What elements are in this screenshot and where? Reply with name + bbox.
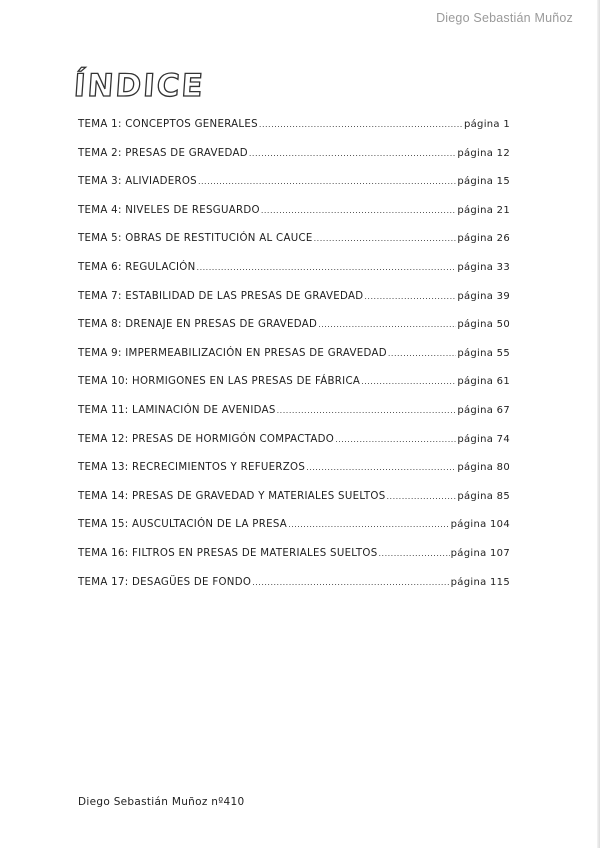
- toc-leader-dots: [335, 435, 456, 444]
- toc-item: [78, 348, 510, 377]
- toc-item-page: página 50: [457, 319, 510, 331]
- toc-item-label: TEMA 6: REGULACIÓN: [78, 261, 196, 273]
- toc-item: [78, 148, 510, 177]
- toc-item-label: TEMA 5: OBRAS DE RESTITUCIÓN AL CAUCE: [78, 233, 313, 245]
- toc-item: [78, 376, 510, 405]
- toc-leader-dots: [387, 492, 457, 501]
- toc-item-page: página 55: [457, 347, 510, 359]
- toc-item-label: TEMA 17: DESAGÜES DE FONDO: [78, 576, 252, 588]
- toc-item: [78, 119, 510, 148]
- toc-item-page: página 74: [457, 433, 510, 445]
- toc-item-label: TEMA 13: RECRECIMIENTOS Y REFUERZOS: [78, 462, 306, 474]
- toc-leader-dots: [252, 578, 449, 587]
- toc-item: [78, 462, 510, 491]
- toc-item-label: TEMA 15: AUSCULTACIÓN DE LA PRESA: [78, 519, 288, 531]
- toc-item-page: página 85: [457, 490, 510, 502]
- toc-item-label: TEMA 4: NIVELES DE RESGUARDO: [78, 204, 260, 216]
- toc-leader-dots: [259, 120, 463, 129]
- toc-item: [78, 577, 510, 606]
- toc-item: [78, 205, 510, 234]
- toc-item-page: página 104: [450, 519, 510, 531]
- toc-item: [78, 319, 510, 348]
- toc-item-page: página 80: [457, 462, 510, 474]
- toc-item-label: TEMA 10: HORMIGONES EN LAS PRESAS DE FÁBRICA: [78, 376, 361, 388]
- toc-leader-dots: [198, 177, 456, 186]
- toc-item-page: página 15: [457, 176, 510, 188]
- toc-item-label: TEMA 1: CONCEPTOS GENERALES: [78, 119, 258, 130]
- toc-item-label: TEMA 2: PRESAS DE GRAVEDAD: [78, 147, 248, 159]
- toc-item-page: página 12: [457, 147, 510, 159]
- page-title: ÍNDICE: [72, 68, 206, 104]
- toc-item-label: TEMA 16: FILTROS EN PRESAS DE MATERIALES SUELTOS: [78, 547, 378, 559]
- toc-leader-dots: [361, 377, 456, 386]
- toc-leader-dots: [277, 406, 457, 415]
- toc-item-label: TEMA 12: PRESAS DE HORMIGÓN COMPACTADO: [78, 433, 335, 445]
- footer-author: Diego Sebastián Muñoz nº410: [78, 796, 245, 808]
- toc-item-label: TEMA 11: LAMINACIÓN DE AVENIDAS: [78, 404, 276, 416]
- toc-item-page: página 21: [457, 204, 510, 216]
- toc-item-label: TEMA 7: ESTABILIDAD DE LAS PRESAS DE GRAVEDAD: [78, 290, 364, 302]
- toc-item: [78, 434, 510, 463]
- toc-item: [78, 491, 510, 520]
- toc-leader-dots: [306, 463, 456, 472]
- toc-item: [78, 548, 510, 577]
- toc-leader-dots: [364, 292, 456, 301]
- toc-item-page: página 33: [457, 261, 510, 273]
- header-author: Diego Sebastián Muñoz: [436, 11, 573, 25]
- toc-leader-dots: [197, 263, 457, 272]
- toc-item-page: página 1: [463, 119, 510, 130]
- toc-leader-dots: [314, 234, 457, 243]
- toc-item: [78, 519, 510, 548]
- table-of-contents: [78, 119, 510, 605]
- toc-item: [78, 262, 510, 291]
- toc-item: [78, 176, 510, 205]
- toc-leader-dots: [388, 349, 456, 358]
- toc-item-label: TEMA 14: PRESAS DE GRAVEDAD Y MATERIALES SUELTOS: [78, 490, 386, 502]
- toc-leader-dots: [249, 149, 456, 158]
- toc-item-page: página 26: [457, 233, 510, 245]
- toc-item: [78, 233, 510, 262]
- toc-item-page: página 67: [457, 404, 510, 416]
- toc-leader-dots: [261, 206, 457, 215]
- toc-item-page: página 115: [450, 576, 510, 588]
- toc-item-page: página 39: [457, 290, 510, 302]
- toc-item: [78, 291, 510, 320]
- toc-item-label: TEMA 9: IMPERMEABILIZACIÓN EN PRESAS DE GRAVEDAD: [78, 347, 387, 359]
- toc-item-label: TEMA 3: ALIVIADEROS: [78, 176, 197, 188]
- toc-item-page: página 61: [457, 376, 510, 388]
- toc-leader-dots: [318, 320, 456, 329]
- toc-item-label: TEMA 8: DRENAJE EN PRESAS DE GRAVEDAD: [78, 319, 318, 331]
- toc-leader-dots: [288, 520, 450, 529]
- toc-leader-dots: [379, 549, 450, 558]
- toc-item: [78, 405, 510, 434]
- toc-item-page: página 107: [450, 547, 510, 559]
